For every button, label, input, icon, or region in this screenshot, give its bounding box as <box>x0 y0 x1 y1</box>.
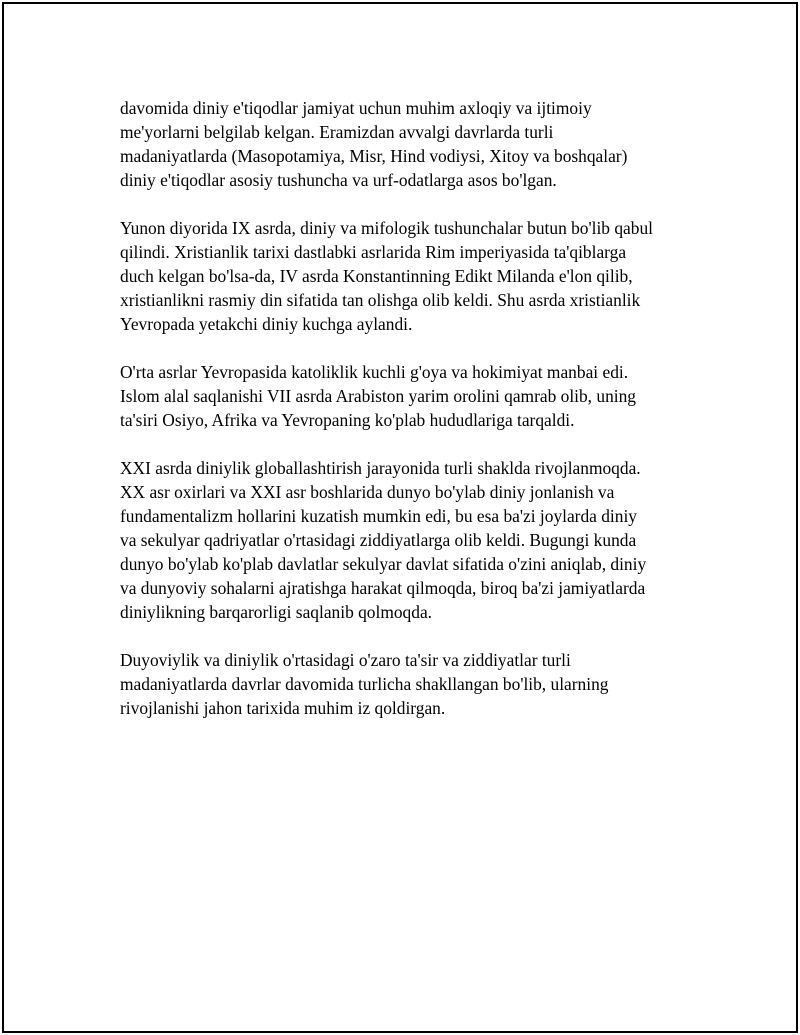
text-line: rivojlanishi jahon tarixida muhim iz qoldirgan. <box>120 698 446 718</box>
paragraph-1 <box>120 96 700 192</box>
document-body <box>120 96 700 744</box>
text-line: va sekulyar qadriyatlar o'rtasidagi ziddiyatlarga olib keldi. Bugungi kunda <box>120 530 637 550</box>
text-line: Islom alal saqlanishi VII asrda Arabiston yarim orolini qamrab olib, uning <box>120 386 636 406</box>
text-line: me'yorlarni belgilab kelgan. Eramizdan avvalgi davrlarda turli <box>120 122 554 142</box>
text-line: duch kelgan bo'lsa-da, IV asrda Konstantinning Edikt Milanda e'lon qilib, <box>120 266 633 286</box>
text-line: XX asr oxirlari va XXI asr boshlarida dunyo bo'ylab diniy jonlanish va <box>120 482 615 502</box>
text-line: qilindi. Xristianlik tarixi dastlabki asrlarida Rim imperiyasida ta'qiblarga <box>120 242 627 262</box>
text-line: ta'siri Osiyo, Afrika va Yevropaning ko'plab hududlariga tarqaldi. <box>120 410 575 430</box>
text-line: diniy e'tiqodlar asosiy tushuncha va urf-odatlarga asos bo'lgan. <box>120 170 557 190</box>
text-line: davomida diniy e'tiqodlar jamiyat uchun muhim axloqiy va ijtimoiy <box>120 98 592 118</box>
text-line: xristianlikni rasmiy din sifatida tan olishga olib keldi. Shu asrda xristianlik <box>120 290 641 310</box>
text-line: XXI asrda diniylik globallashtirish jarayonida turli shaklda rivojlanmoqda. <box>120 458 641 478</box>
text-line: Yunon diyorida IX asrda, diniy va mifologik tushunchalar butun bo'lib qabul <box>120 218 653 238</box>
text-line: madaniyatlarda davrlar davomida turlicha shakllangan bo'lib, ularning <box>120 674 609 694</box>
text-line: madaniyatlarda (Masopotamiya, Misr, Hind vodiysi, Xitoy va boshqalar) <box>120 146 628 166</box>
text-line: O'rta asrlar Yevropasida katoliklik kuchli g'oya va hokimiyat manbai edi. <box>120 362 629 382</box>
text-line: diniylikning barqarorligi saqlanib qolmoqda. <box>120 602 433 622</box>
document-page <box>2 2 798 1033</box>
text-line: va dunyoviy sohalarni ajratishga harakat qilmoqda, biroq ba'zi jamiyatlarda <box>120 578 646 598</box>
paragraph-4 <box>120 456 700 624</box>
paragraph-5 <box>120 648 700 720</box>
text-line: fundamentalizm hollarini kuzatish mumkin edi, bu esa ba'zi joylarda diniy <box>120 506 637 526</box>
paragraph-3 <box>120 360 700 432</box>
text-line: dunyo bo'ylab ko'plab davlatlar sekulyar davlat sifatida o'zini aniqlab, diniy <box>120 554 647 574</box>
text-line: Yevropada yetakchi diniy kuchga aylandi. <box>120 314 413 334</box>
paragraph-2 <box>120 216 700 336</box>
text-line: Duyoviylik va diniylik o'rtasidagi o'zaro ta'sir va ziddiyatlar turli <box>120 650 571 670</box>
